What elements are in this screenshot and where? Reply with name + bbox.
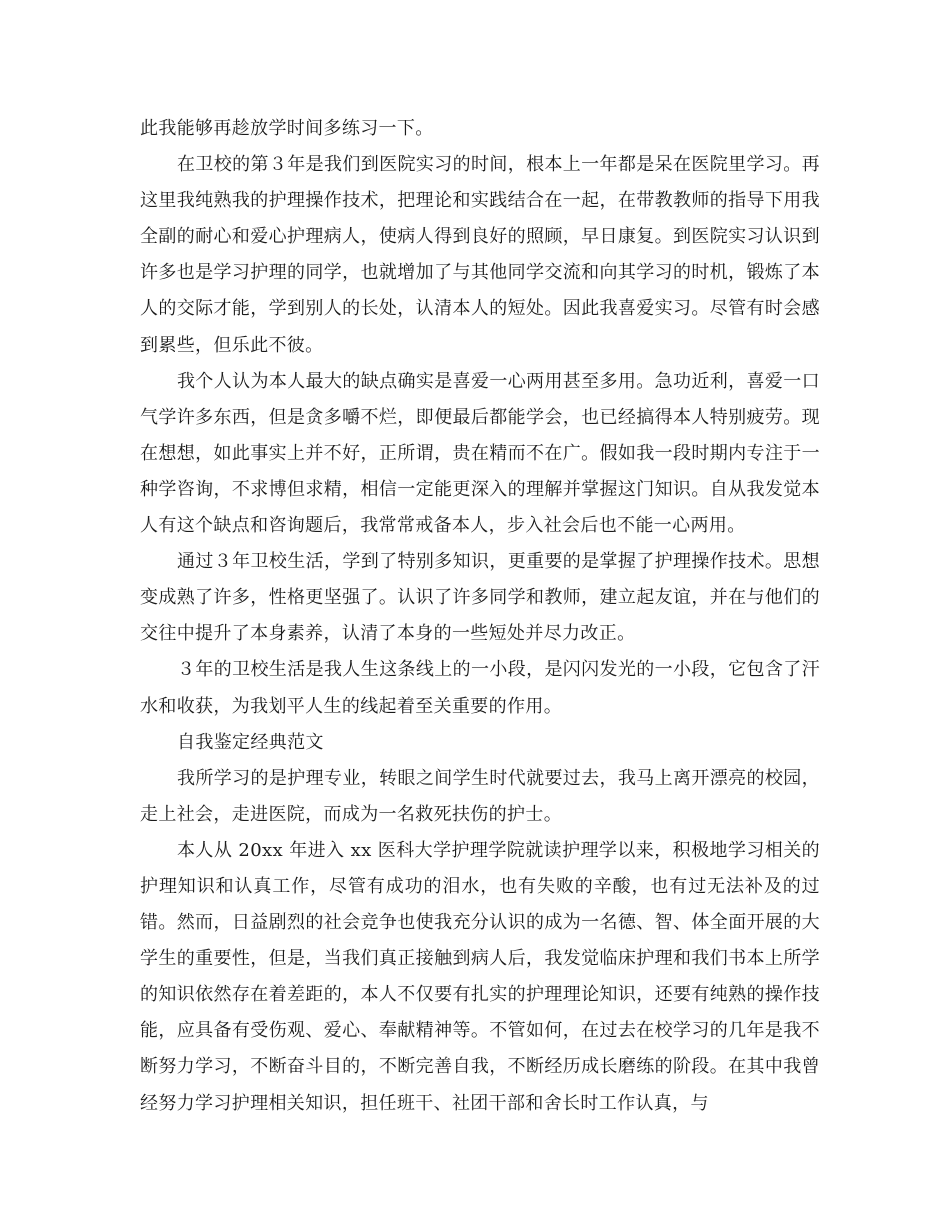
paragraph-summary: 通过３年卫校生活，学到了特别多知识，更重要的是掌握了护理操作技术。思想变成熟了许多，性格更坚强了。认识了许多同学和教师，建立起友谊，并在与他们的交往中提升了本身素养，认清了本身的一些短处并尽力改正。 [140, 551, 820, 645]
paragraph-conclusion: ３年的卫校生活是我人生这条线上的一小段，是闪闪发光的一小段，它包含了汗水和收获，为我划平人生的线起着至关重要的作用。 [140, 659, 820, 717]
paragraph-shortcoming: 我个人认为本人最大的缺点确实是喜爱一心两用甚至多用。急功近利，喜爱一口气学许多东西，但是贪多嚼不烂，即便最后都能学会，也已经搞得本人特别疲劳。现在想想，如此事实上并不好，正所谓，贵在精而不在广。假如我一段时期内专注于一种学咨询，不求博但求精，相信一定能更深入的理解并掌握这门知识。自从我发觉本人有这个缺点和咨询题后，我常常戒备本人，步入社会后也不能一心两用。 [140, 370, 820, 537]
paragraph-intro: 我所学习的是护理专业，转眼之间学生时代就要过去，我马上离开漂亮的校园，走上社会，走进医院，而成为一名救死扶伤的护士。 [140, 767, 820, 825]
paragraph-internship: 在卫校的第３年是我们到医院实习的时间，根本上一年都是呆在医院里学习。再这里我纯熟我的护理操作技术，把理论和实践结合在一起，在带教教师的指导下用我全副的耐心和爱心护理病人，使病人得到良好的照顾，早日康复。到医院实习认识到许多也是学习护理的同学，也就增加了与其他同学交流和向其学习的时机，锻炼了本人的交际才能，学到别人的长处，认清本人的短处。因此我喜爱实习。尽管有时会感到累些，但乐此不彼。 [140, 154, 820, 356]
paragraph-study: 本人从 20xx 年进入 xx 医科大学护理学院就读护理学以来，积极地学习相关的护理知识和认真工作，尽管有成功的泪水，也有失败的辛酸，也有过无法补及的过错。然而，日益剧烈的社会竞争也使我充分认识的成为一名德、智、体全面开展的大学生的重要性，但是，当我们真正接触到病人后，我发觉临床护理和我们书本上所学的知识依然存在着差距的，本人不仅要有扎实的护理理论知识，还要有纯熟的操作技能，应具备有受伤观、爱心、奉献精神等。不管如何，在过去在校学习的几年是我不断努力学习，不断奋斗目的，不断完善自我，不断经历成长磨练的阶段。在其中我曾经努力学习护理相关知识，担任班干、社团干部和舍长时工作认真，与 [140, 839, 820, 1114]
paragraph-continuation: 此我能够再趁放学时间多练习一下。 [140, 118, 434, 139]
document-body [140, 111, 820, 1122]
section-heading: 自我鉴定经典范文 [177, 731, 324, 753]
